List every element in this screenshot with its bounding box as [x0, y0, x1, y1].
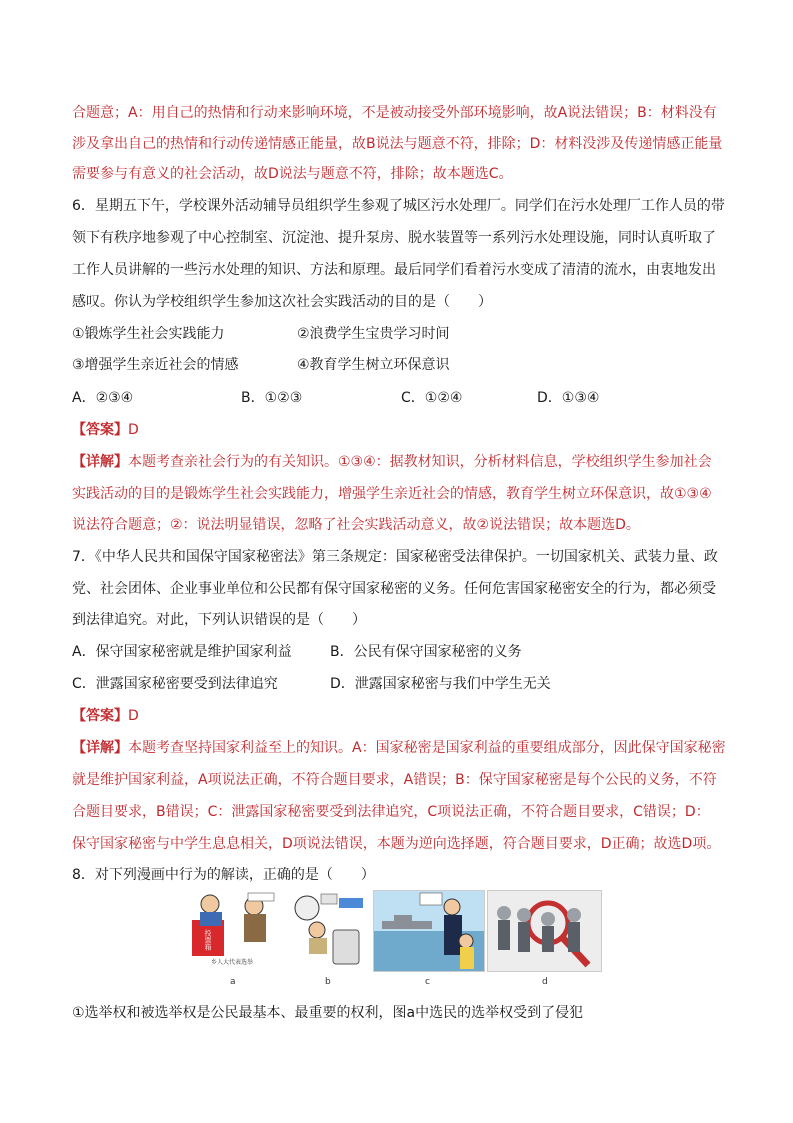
answer-value: D — [128, 708, 139, 724]
q7-stem-line-3: 到法律追究。对此，下列认识错误的是（ ） — [72, 612, 366, 628]
answer-value: D — [128, 422, 139, 438]
q7-detail-line-3: 合题目要求，B错误；C：泄露国家秘密要受到法律追究，C项说法正确，不符合题目要求，C错误；D： — [72, 804, 710, 820]
q6-answer — [72, 420, 139, 440]
q5-tail-line-1: 合题意；A：用自己的热情和行动来影响环境，不是被动接受外部环境影响，故A说法错误；B：材料没有 — [72, 105, 717, 121]
detail-text: 本题考查坚持国家利益至上的知识。A：国家秘密是国家利益的重要组成部分，因此保守国家秘密 — [128, 740, 726, 756]
q7-choice-a: A．保守国家秘密就是维护国家利益 — [72, 644, 292, 660]
q8-stem: 8．对下列漫画中行为的解读，正确的是（ ） — [72, 867, 375, 883]
q6-item-1: ①锻炼学生社会实践能力 — [72, 326, 225, 342]
comic-d — [487, 890, 602, 972]
q7-stem-line-1: 7．《中华人民共和国保守国家秘密法》第三条规定：国家秘密受法律保护。一切国家机关、武装力量、政 — [72, 549, 718, 565]
q6-stem-line-3: 工作人员讲解的一些污水处理的知识、方法和原理。最后同学们看着污水变成了清清的流水，由衷地发出 — [72, 262, 716, 278]
q6-detail-line-3: 说法符合题意；②：说法明显错误，忽略了社会实践活动意义，故②说法错误；故本题选D。 — [72, 517, 640, 533]
comic-a-sign: 乡人大代表选举 — [210, 959, 254, 966]
q6-detail-line-1 — [72, 452, 712, 472]
answer-tag: 【答案】 — [72, 422, 128, 438]
q6-stem-line-2: 领下有秩序地参观了中心控制室、沉淀池、提升泵房、脱水装置等一系列污水处理设施，同时认真听取了 — [72, 230, 716, 246]
q6-item-2: ②浪费学生宝贵学习时间 — [297, 326, 450, 342]
comic-d-caption: d — [542, 977, 548, 987]
answer-tag: 【答案】 — [72, 708, 128, 724]
q7-choice-d: D．泄露国家秘密与我们中学生无关 — [330, 676, 551, 692]
q7-stem-line-2: 党、社会团体、企业事业单位和公民都有保守国家秘密的义务。任何危害国家秘密安全的行为，都必须受 — [72, 581, 716, 597]
q7-detail-line-2: 就是维护国家利益，A项说法正确，不符合题目要求，A错误；B：保守国家秘密是每个公民的义务，不符 — [72, 772, 717, 788]
detail-tag: 【详解】 — [72, 740, 128, 756]
comic-b-caption: b — [325, 977, 331, 987]
q6-stem-line-1: 6．星期五下午，学校课外活动辅导员组织学生参观了城区污水处理厂。同学们在污水处理厂工作人员的带 — [72, 198, 725, 214]
comic-b — [287, 890, 367, 970]
comic-a-caption: a — [230, 977, 236, 987]
q6-choice-a: A．②③④ — [72, 390, 134, 406]
q8-item-1: ①选举权和被选举权是公民最基本、最重要的权利，图a中选民的选举权受到了侵犯 — [72, 1005, 584, 1021]
q7-answer — [72, 706, 139, 726]
ballot-box-label: 投票箱 — [204, 929, 212, 951]
detail-text: 本题考查亲社会行为的有关知识。①③④：据教材知识，分析材料信息，学校组织学生参加社会 — [128, 454, 712, 470]
q7-detail-line-1 — [72, 738, 726, 758]
q6-stem-line-4: 感叹。你认为学校组织学生参加这次社会实践活动的目的是（ ） — [72, 294, 492, 310]
q6-detail-line-2: 实践活动的目的是锻炼学生社会实践能力，增强学生亲近社会的情感，教育学生树立环保意识，故①③④ — [72, 486, 712, 502]
q5-tail-line-3: 需要参与有意义的社会活动，故D说法与题意不符，排除；故本题选C。 — [72, 166, 513, 182]
q6-choice-c: C．①②④ — [401, 390, 463, 406]
comic-d-drawing — [488, 891, 601, 971]
comic-c — [373, 890, 485, 972]
q6-choice-d: D．①③④ — [537, 390, 600, 406]
comic-a — [188, 890, 278, 970]
detail-tag: 【详解】 — [72, 454, 128, 470]
q7-detail-line-4: 保守国家秘密与中学生息息相关，D项说法错误，本题为逆向选择题，符合题目要求，D正确；故选D项。 — [72, 836, 721, 852]
comic-c-caption: c — [425, 977, 430, 987]
q6-item-4: ④教育学生树立环保意识 — [297, 357, 450, 373]
q7-choice-c: C．泄露国家秘密要受到法律追究 — [72, 676, 278, 692]
q6-choice-b: B．①②③ — [241, 390, 303, 406]
q5-tail-line-2: 涉及拿出自己的热情和行动传递情感正能量，故B说法与题意不符，排除；D：材料没涉及传递情感正能量 — [72, 136, 723, 152]
q7-choice-b: B．公民有保守国家秘密的义务 — [330, 644, 522, 660]
comic-b-drawing — [287, 890, 367, 970]
comic-a-drawing — [188, 890, 278, 970]
q6-item-3: ③增强学生亲近社会的情感 — [72, 357, 239, 373]
comic-c-drawing — [374, 891, 484, 971]
